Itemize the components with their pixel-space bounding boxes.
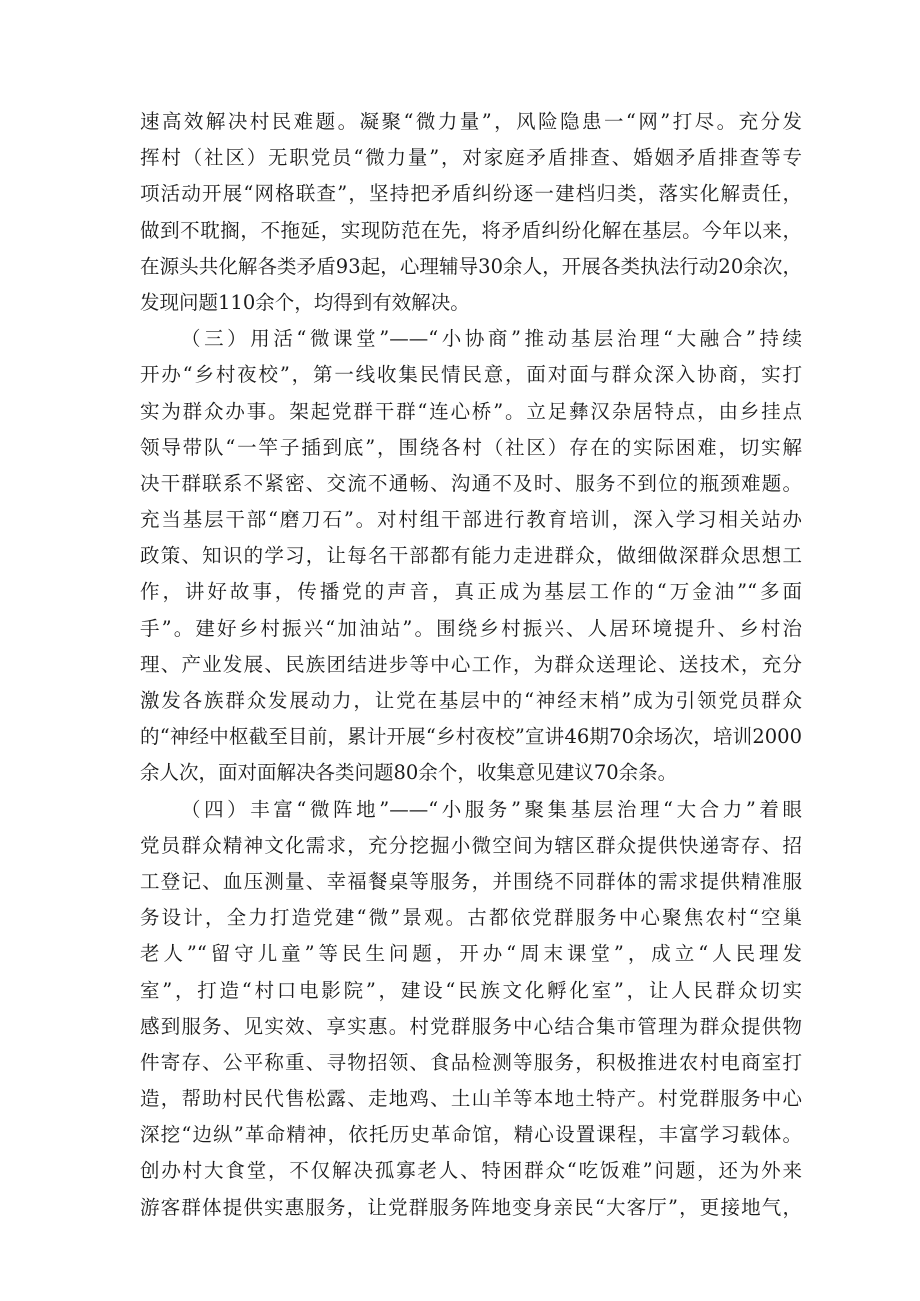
paragraph-1 [140,104,802,321]
text-line: 开办“乡村夜校”，第一线收集民情民意，面对面与群众深入协商，实打 [140,363,802,387]
text-line: 激发各族群众发展动力，让党在基层中的“神经末梢”成为引领党员群众 [140,689,802,712]
text-line: 理、产业发展、民族团结进步等中心工作，为群众送理论、送技术，充分 [140,652,802,676]
text-line: 工登记、血压测量、幸福餐桌等服务，并围绕不同群体的需求提供精准服 [140,869,802,893]
text-line: 手”。建好乡村振兴“加油站”。围绕乡村振兴、人居环境提升、乡村治 [140,616,802,640]
text-line: 老人”“留守儿童”等民生问题，开办“周末课堂”，成立“人民理发 [140,942,802,966]
text-line: 作，讲好故事，传播党的声音，真正成为基层工作的“万金油”“多面 [140,580,802,604]
text-line: 的“神经中枢截至目前，累计开展“乡村夜校”宣讲46期70余场次，培训2000 [140,725,802,749]
text-line: 速高效解决村民难题。凝聚“微力量”，风险隐患一“网”打尽。充分发 [140,110,802,133]
text-line: 决干群联系不紧密、交流不通畅、沟通不及时、服务不到位的瓶颈难题。 [140,471,802,495]
text-line: 领导带队“一竿子插到底”，围绕各村（社区）存在的实际困难，切实解 [140,435,802,459]
text-line: 实为群众办事。架起党群干群“连心桥”。立足彝汉杂居特点，由乡挂点 [140,399,802,423]
section-heading-line: （三）用活“微课堂”——“小协商”推动基层治理“大融合”持续 [181,327,802,351]
text-line: 政策、知识的学习，让每名干部都有能力走进群众，做细做深群众思想工 [140,544,802,568]
text-line: 余人次，面对面解决各类问题80余个，收集意见建议70余条。 [140,761,678,785]
text-line: 件寄存、公平称重、寻物招领、食品检测等服务，积极推进农村电商室打 [140,1050,802,1074]
text-line: 党员群众精神文化需求，充分挖掘小微空间为辖区群众提供快递寄存、招 [140,833,802,857]
document-body [140,104,802,1226]
text-line: 感到服务、见实效、享实惠。村党群服务中心结合集市管理为群众提供物 [140,1014,802,1038]
text-line: 充当基层干部“磨刀石”。对村组干部进行教育培训，深入学习相关站办 [140,508,802,532]
text-line: 深挖“边纵”革命精神，依托历史革命馆，精心设置课程，丰富学习载体。 [140,1123,802,1147]
text-line: 在源头共化解各类矛盾93起，心理辅导30余人，开展各类执法行动20余次， [140,254,802,278]
text-line: 创办村大食堂，不仅解决孤寡老人、特困群众“吃饭难”问题，还为外来 [140,1159,802,1183]
text-line: 项活动开展“网格联查”，坚持把矛盾纠纷逐一建档归类，落实化解责任， [140,182,802,206]
text-line: 务设计，全力打造党建“微”景观。古都依党群服务中心聚焦农村“空巢 [140,906,802,930]
text-line: 游客群体提供实惠服务，让党群服务阵地变身亲民“大客厅”，更接地气， [140,1195,802,1219]
text-line: 发现问题110余个，均得到有效解决。 [140,290,470,314]
section-heading-line: （四）丰富“微阵地”——“小服务”聚集基层治理“大合力”着眼 [181,797,802,821]
text-line: 室”，打造“村口电影院”，建设“民族文化孵化室”，让人民群众切实 [140,978,802,1002]
text-line: 造，帮助村民代售松露、走地鸡、土山羊等本地土特产。村党群服务中心 [140,1087,802,1111]
paragraph-2 [140,321,802,791]
paragraph-3 [140,792,802,1226]
text-line: 挥村（社区）无职党员“微力量”，对家庭矛盾排查、婚姻矛盾排查等专 [140,146,802,170]
text-line: 做到不耽搁，不拖延，实现防范在先，将矛盾纠纷化解在基层。今年以来， [140,218,802,242]
